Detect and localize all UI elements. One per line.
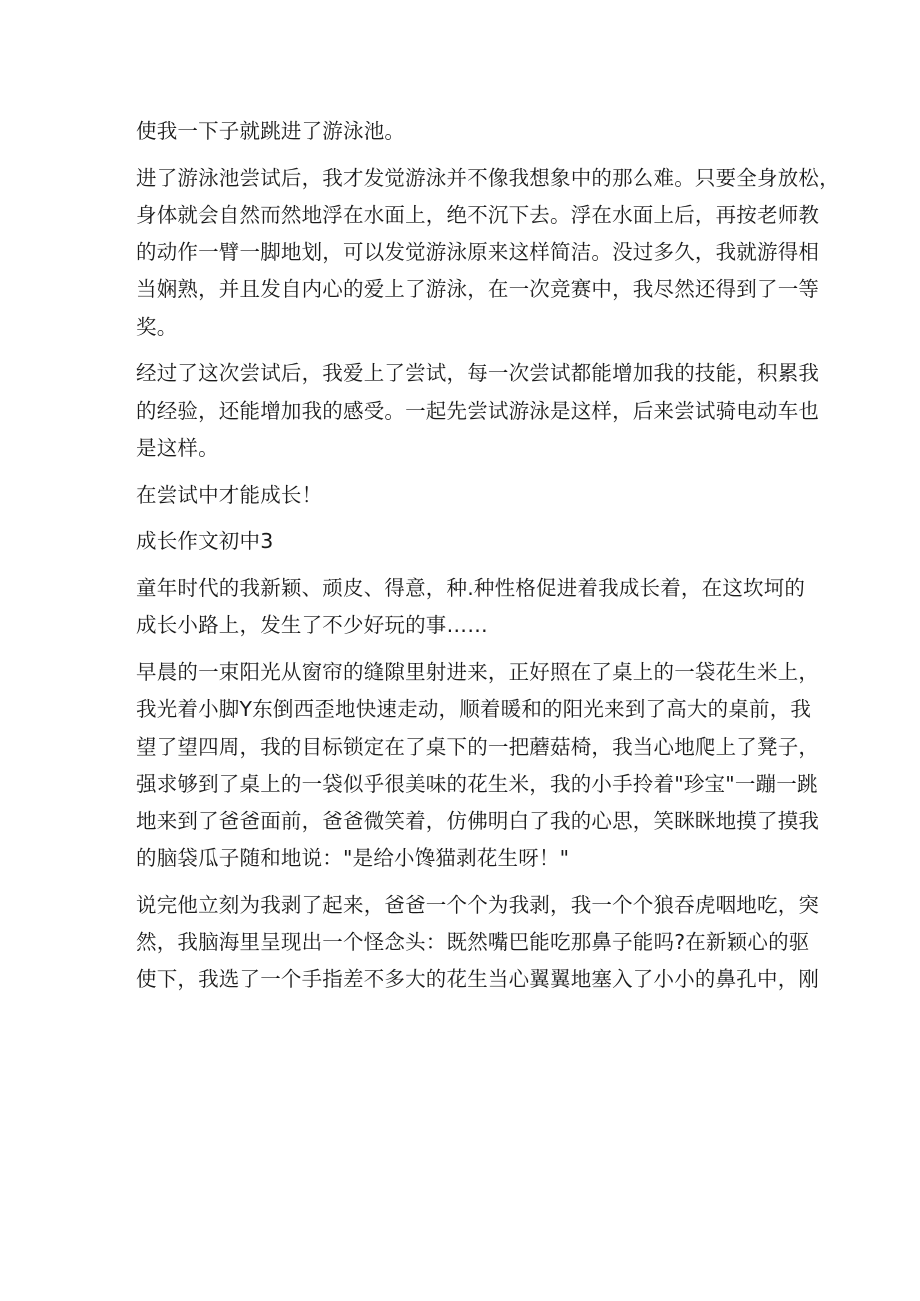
text-line: 当娴熟，并且发自内心的爱上了游泳，在一次竞赛中，我尽然还得到了一等 — [136, 277, 820, 302]
paragraph — [136, 113, 796, 150]
text-line: 经过了这次尝试后，我爱上了尝试，每一次尝试都能增加我的技能，积累我 — [136, 361, 820, 386]
text-line: 是这样。 — [136, 435, 219, 460]
text-line: 进了游泳池尝试后，我才发觉游泳并不像我想象中的那么难。只要全身放松， — [136, 165, 840, 190]
text-line: 成长小路上，发生了不少好玩的事…… — [136, 613, 488, 638]
text-line: 望了望四周，我的目标锁定在了桌下的一把蘑菇椅，我当心地爬上了凳子， — [136, 734, 820, 759]
heading-text: 成长作文初中3 — [136, 529, 274, 554]
paragraph — [136, 887, 820, 999]
text-line: 早晨的一束阳光从窗帘的缝隙里射进来，正好照在了桌上的一袋花生米上， — [136, 660, 820, 685]
text-line: 使我一下子就跳进了游泳池。 — [136, 119, 406, 143]
text-line: 我光着小脚Y东倒西歪地快速走动，顺着暖和的阳光来到了高大的桌前，我 — [136, 697, 812, 722]
paragraph — [136, 654, 820, 877]
paragraph — [136, 570, 806, 644]
text-line: 的经验，还能增加我的感受。一起先尝试游泳是这样，后来尝试骑电动车也 — [136, 398, 820, 423]
document-body — [136, 113, 840, 1008]
text-line: 使下，我选了一个手指差不多大的花生当心翼翼地塞入了小小的鼻孔中，刚 — [136, 967, 820, 992]
text-line: 的动作一臂一脚地划，可以发觉游泳原来这样简洁。没过多久，我就游得相 — [136, 240, 820, 265]
text-line: 奖。 — [136, 314, 178, 339]
text-line: 身体就会自然而然地浮在水面上，绝不沉下去。浮在水面上后，再按老师教 — [136, 203, 820, 227]
text-line: 然，我脑海里呈现出一个怪念头：既然嘴巴能吃那鼻子能吗?在新颖心的驱 — [136, 930, 810, 955]
section-heading — [136, 523, 796, 560]
paragraph — [136, 160, 840, 346]
paragraph — [136, 355, 820, 467]
text-line: 说完他立刻为我剥了起来，爸爸一个个为我剥，我一个个狼吞虎咽地吃，突 — [136, 893, 820, 918]
text-line: 在尝试中才能成长！ — [136, 482, 323, 507]
text-line: 童年时代的我新颖、顽皮、得意，种.种性格促进着我成长着，在这坎坷的 — [136, 576, 806, 601]
text-line: 地来到了爸爸面前，爸爸微笑着，仿佛明白了我的心思，笑眯眯地摸了摸我 — [136, 809, 820, 834]
paragraph — [136, 477, 796, 514]
text-line: 的脑袋瓜子随和地说："是给小馋猫剥花生呀！" — [136, 846, 570, 871]
text-line: 强求够到了桌上的一袋似乎很美味的花生米，我的小手拎着"珍宝"一蹦一跳 — [136, 771, 818, 796]
